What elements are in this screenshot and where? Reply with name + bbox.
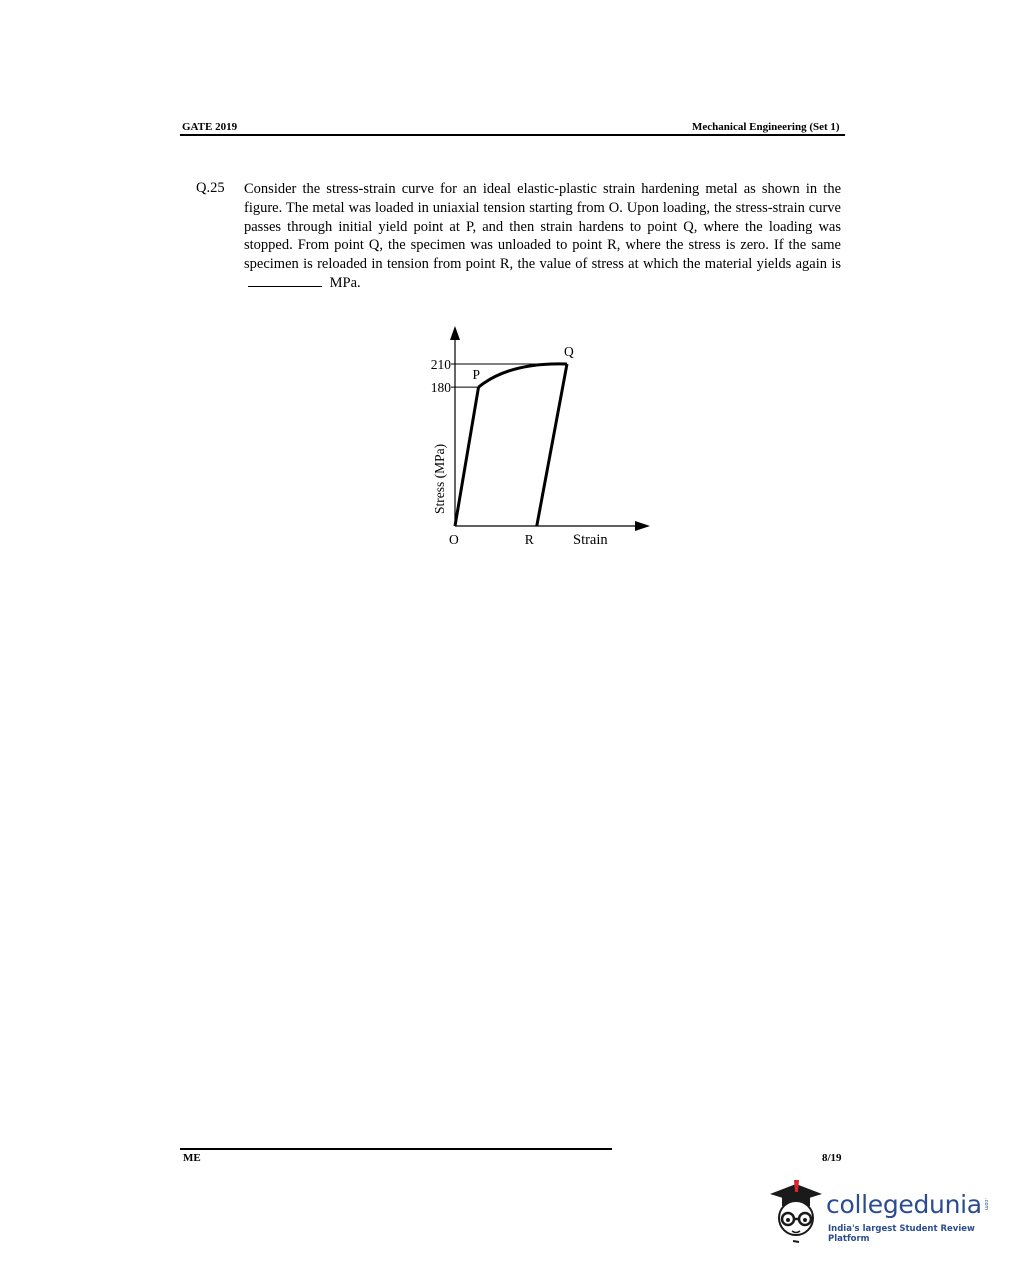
x-axis-label: Strain [573, 532, 608, 548]
logo-tagline: India's largest Student Review Platform [828, 1224, 975, 1244]
header-right: Mechanical Engineering (Set 1) [692, 121, 840, 133]
header-rule [180, 134, 845, 136]
tick-label-210: 210 [430, 357, 451, 372]
footer-right: 8/19 [822, 1152, 842, 1164]
segment-o-p [455, 387, 479, 526]
point-label-o: O [449, 532, 459, 547]
segment-p-q [479, 364, 567, 387]
y-axis-label: Stress (MPa) [432, 443, 447, 514]
mascot-icon [766, 1178, 824, 1246]
logo-wordmark: collegedunia [826, 1190, 982, 1219]
header-left: GATE 2019 [182, 121, 238, 133]
logo-suffix: .com [983, 1198, 989, 1211]
question-text [244, 180, 841, 293]
segment-q-r [537, 364, 567, 526]
point-label-r: R [524, 532, 534, 547]
point-label-p: P [472, 367, 481, 383]
answer-blank [248, 274, 322, 287]
collegedunia-logo [766, 1178, 996, 1248]
footer-rule [180, 1148, 612, 1150]
x-axis-arrow [635, 521, 650, 531]
question-body: Consider the stress-strain curve for an ideal elastic-plastic strain hardening metal as shown in the figure. The metal was loaded in uniaxial tension starting from O. Upon loading, the stress-strain curve passes through initial yield point at P, and then strain hardens to point Q, where the loading was stopped. From point Q, the specimen was unloaded to point R, where the stress is zero. If the same specimen is reloaded in tension from point R, the value of stress at which the material yields again is [244, 181, 841, 273]
stress-strain-chart [420, 322, 670, 554]
point-label-q: Q [564, 344, 574, 359]
y-axis-arrow [450, 326, 460, 340]
tick-label-180: 180 [430, 380, 451, 396]
footer-left: ME [183, 1152, 201, 1164]
question-unit: MPa. [329, 274, 361, 291]
question-number: Q.25 [196, 180, 225, 196]
